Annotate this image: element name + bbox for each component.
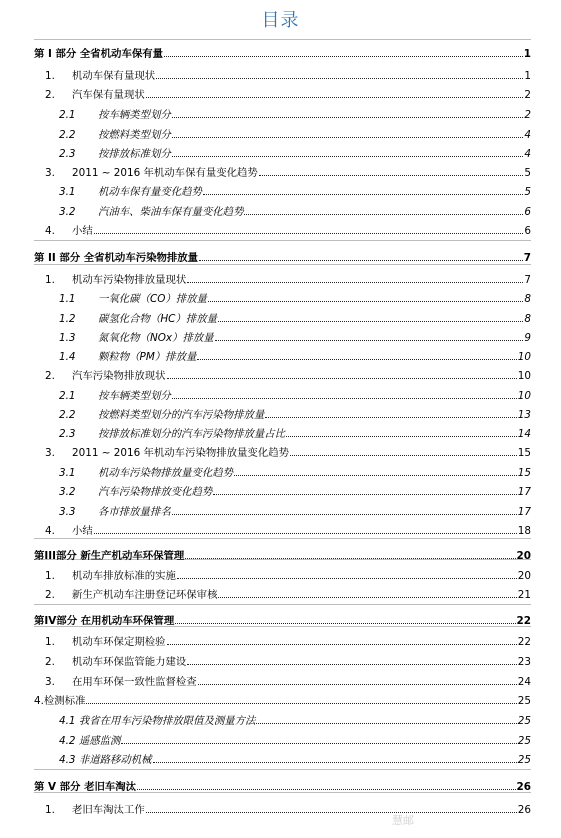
toc-entry-label (34, 428, 285, 440)
toc-entry-text: 按排放标准划分的汽车污染物排放量占比 (98, 428, 286, 440)
toc-entry-page: 6 (524, 206, 531, 218)
toc-entry-text: 汽油车、柴油车保有量变化趋势 (98, 206, 244, 218)
toc-entry-page: 18 (517, 525, 531, 537)
toc-entry-page: 15 (517, 467, 531, 479)
toc-entry-text: 小结 (72, 525, 93, 537)
toc-entry-text: 第III部分 新生产机动车环保管理 (34, 550, 185, 562)
toc-entry-label (34, 48, 163, 60)
toc-entry-page: 6 (524, 225, 531, 237)
toc-entry-number: 1.3 (59, 332, 76, 344)
toc-entry-label (34, 70, 155, 82)
dot-leader (86, 703, 516, 704)
toc-entry-page: 24 (517, 676, 531, 688)
toc-entry-page: 5 (524, 167, 531, 179)
toc-entry-number: 1. (45, 274, 55, 286)
dot-leader (185, 558, 515, 559)
toc-entry-number: 3.1 (59, 467, 76, 479)
toc-entry[interactable] (34, 291, 531, 305)
toc-entry-label (34, 129, 171, 141)
toc-entry-text: 老旧车淘汰工作 (72, 804, 145, 816)
toc-entry-label (34, 486, 212, 498)
toc-entry[interactable] (34, 426, 531, 440)
toc-entry[interactable] (34, 634, 531, 648)
toc-entry-label (34, 186, 202, 198)
dot-leader (290, 455, 517, 456)
toc-entry-number: 2. (45, 89, 55, 101)
toc-entry[interactable] (34, 568, 531, 582)
toc-entry-page: 17 (517, 506, 531, 518)
toc-entry-page: 17 (517, 486, 531, 498)
toc-entry-page: 9 (524, 332, 531, 344)
dot-leader (187, 664, 516, 665)
toc-entry[interactable] (34, 330, 531, 344)
toc-entry[interactable] (34, 407, 531, 421)
toc-entry-label (34, 293, 207, 305)
toc-entry[interactable] (34, 107, 531, 121)
dot-leader (164, 56, 523, 57)
toc-entry[interactable] (34, 504, 531, 518)
toc-entry-number: 2.1 (59, 109, 76, 121)
toc-entry-text: 各市排放量排名 (98, 506, 171, 518)
toc-entry-label (34, 313, 217, 325)
toc-entry-number: 2.2 (59, 129, 76, 141)
toc-entry-page: 10 (517, 370, 531, 382)
toc-entry-page: 25 (517, 735, 531, 747)
dot-leader (172, 398, 517, 399)
toc-entry[interactable] (34, 693, 531, 707)
toc-entry-label (34, 447, 289, 459)
toc-entry-number: 1.2 (59, 313, 76, 325)
toc-part-entry[interactable] (34, 779, 531, 793)
toc-entry-label (34, 409, 264, 421)
toc-entry-label (34, 225, 93, 237)
dot-leader (146, 97, 524, 98)
toc-entry-page: 13 (517, 409, 531, 421)
toc-entry-number: 3. (45, 447, 55, 459)
toc-entry-label (34, 206, 243, 218)
dot-leader (197, 359, 516, 360)
dot-leader (94, 533, 517, 534)
toc-entry[interactable] (34, 674, 531, 688)
toc-entry-label (34, 636, 166, 648)
toc-entry-text: 第 V 部分 老旧车淘汰 (34, 781, 137, 793)
section-divider (34, 538, 531, 539)
toc-entry[interactable] (34, 713, 531, 727)
toc-entry-text: 机动车环保定期检验 (72, 636, 166, 648)
dot-leader (259, 175, 524, 176)
toc-entry[interactable] (34, 752, 531, 766)
toc-entry-text: 2011 ~ 2016 年机动车保有量变化趋势 (72, 167, 258, 179)
toc-entry-page: 25 (517, 715, 531, 727)
toc-entry-number: 4. (45, 225, 55, 237)
toc-entry-label (34, 676, 197, 688)
toc-entry-number: 2.3 (59, 148, 76, 160)
dot-leader (208, 301, 523, 302)
toc-entry-page: 2 (524, 109, 531, 121)
toc-entry[interactable] (34, 484, 531, 498)
toc-entry-label (34, 695, 85, 707)
toc-entry-text: 第IV部分 在用机动车环保管理 (34, 615, 175, 627)
toc-entry-label (34, 370, 166, 382)
toc-entry-number: 1. (45, 636, 55, 648)
toc-entry-label (34, 332, 214, 344)
dot-leader (199, 260, 523, 261)
toc-entry[interactable] (34, 146, 531, 160)
dot-leader (167, 644, 517, 645)
toc-entry-label (34, 715, 255, 727)
toc-entry[interactable] (34, 654, 531, 668)
toc-entry-number: 2.2 (59, 409, 76, 421)
dot-leader (172, 514, 517, 515)
toc-entry[interactable] (34, 204, 531, 218)
toc-entry-label (34, 252, 198, 264)
toc-entry-page: 7 (523, 252, 531, 264)
toc-entry-number: 2. (45, 370, 55, 382)
dot-leader (172, 137, 524, 138)
toc-entry[interactable] (34, 184, 531, 198)
toc-entry-number: 3.2 (59, 486, 76, 498)
toc-entry-text: 汽车保有量现状 (72, 89, 145, 101)
dot-leader (121, 743, 516, 744)
toc-entry-text: 4.3 非道路移动机械 (59, 754, 152, 766)
toc-entry-label (34, 550, 184, 562)
toc-entry-page: 20 (517, 570, 531, 582)
toc-entry[interactable] (34, 223, 531, 237)
dot-leader (156, 78, 523, 79)
toc-entry-label (34, 525, 93, 537)
toc-entry-number: 1. (45, 570, 55, 582)
toc-entry[interactable] (34, 523, 531, 537)
toc-entry[interactable] (34, 802, 531, 816)
toc-entry-label (34, 506, 171, 518)
toc-entry-text: 按燃料类型划分的汽车污染物排放量 (98, 409, 265, 421)
toc-entry-text: 颗粒物（PM）排放量 (98, 351, 197, 363)
section-divider (34, 240, 531, 241)
toc-entry-text: 碳氢化合物（HC）排放量 (98, 313, 217, 325)
toc-entry-label (34, 109, 171, 121)
watermark: 慧邮 (392, 814, 414, 827)
toc-entry[interactable] (34, 272, 531, 286)
toc-part-entry[interactable] (34, 548, 531, 562)
toc-entry-page: 8 (524, 293, 531, 305)
dot-leader (203, 194, 523, 195)
toc-entry-page: 26 (516, 781, 531, 793)
dot-leader (175, 623, 515, 624)
dot-leader (172, 156, 524, 157)
toc-entry-text: 小结 (72, 225, 93, 237)
toc-entry-text: 机动车污染物排放量变化趋势 (98, 467, 234, 479)
toc-part-entry[interactable] (34, 613, 531, 627)
toc-entry-text: 4.1 我省在用车污染物排放限值及测量方法 (59, 715, 256, 727)
toc-entry-text: 按车辆类型划分 (98, 109, 171, 121)
toc-part-entry[interactable] (34, 46, 531, 60)
toc-entry-label (34, 656, 186, 668)
toc-entry[interactable] (34, 87, 531, 101)
section-divider (34, 769, 531, 770)
toc-part-entry[interactable] (34, 250, 531, 264)
dot-leader (218, 597, 516, 598)
toc-entry-text: 机动车环保监管能力建设 (72, 656, 187, 668)
toc-entry-page: 10 (517, 390, 531, 402)
toc-entry-text: 氮氧化物（NOx）排放量 (98, 332, 214, 344)
toc-entry[interactable] (34, 445, 531, 459)
toc-entry-page: 14 (517, 428, 531, 440)
toc-entry-page: 23 (517, 656, 531, 668)
toc-entry-text: 第 II 部分 全省机动车污染物排放量 (34, 252, 199, 264)
dot-leader (94, 233, 524, 234)
toc-entry-page: 15 (517, 447, 531, 459)
toc-entry-number: 1. (45, 70, 55, 82)
dot-leader (244, 214, 523, 215)
toc-entry-text: 2011 ~ 2016 年机动车污染物排放量变化趋势 (72, 447, 289, 459)
dot-leader (215, 340, 524, 341)
toc-entry-label (34, 89, 145, 101)
toc-entry-number: 1. (45, 804, 55, 816)
dot-leader (146, 812, 517, 813)
toc-entry[interactable] (34, 733, 531, 747)
toc-entry-label (34, 167, 258, 179)
toc-entry-text: 按排放标准划分 (98, 148, 171, 160)
toc-entry-number: 3.3 (59, 506, 76, 518)
toc-entry-text: 在用车环保一致性监督检查 (72, 676, 197, 688)
toc-entry[interactable] (34, 127, 531, 141)
toc-entry-page: 8 (524, 313, 531, 325)
toc-entry-text: 机动车保有量现状 (72, 70, 156, 82)
toc-entry-number: 2. (45, 589, 55, 601)
toc-entry-label (34, 148, 171, 160)
toc-entry-page: 5 (524, 186, 531, 198)
toc-entry[interactable] (34, 165, 531, 179)
dot-leader (172, 117, 524, 118)
toc-entry-page: 26 (517, 804, 531, 816)
toc-entry-page: 25 (517, 754, 531, 766)
toc-entry[interactable] (34, 311, 531, 325)
toc-entry-text: 按车辆类型划分 (98, 390, 171, 402)
toc-entry-page: 4 (524, 148, 531, 160)
toc-entry-label (34, 781, 136, 793)
toc-entry-label (34, 390, 171, 402)
toc-entry-page: 22 (517, 636, 531, 648)
toc-entry-text: 一氧化碳（CO）排放量 (98, 293, 207, 305)
toc-entry-text: 机动车保有量变化趋势 (98, 186, 202, 198)
toc-entry[interactable] (34, 349, 531, 363)
toc-entry-label (34, 804, 145, 816)
dot-leader (177, 578, 517, 579)
toc-entry-text: 新生产机动车注册登记环保审核 (72, 589, 218, 601)
toc-entry-number: 4. (45, 525, 55, 537)
toc-entry[interactable] (34, 465, 531, 479)
toc-entry-number: 2. (45, 656, 55, 668)
toc-entry-page: 1 (523, 48, 531, 60)
toc-entry-text: 4.检测标准 (34, 695, 86, 707)
toc-entry-number: 3.2 (59, 206, 76, 218)
dot-leader (234, 475, 517, 476)
toc-entry-label (34, 351, 196, 363)
dot-leader (198, 684, 517, 685)
toc-entry[interactable] (34, 587, 531, 601)
toc-entry-number: 1.4 (59, 351, 76, 363)
section-divider (34, 264, 531, 265)
toc-entry-page: 4 (524, 129, 531, 141)
dot-leader (137, 789, 516, 790)
toc-entry-text: 第 I 部分 全省机动车保有量 (34, 48, 164, 60)
toc-entry-text: 按燃料类型划分 (98, 129, 171, 141)
toc-entry[interactable] (34, 388, 531, 402)
section-divider (34, 39, 531, 40)
toc-entry-number: 2.1 (59, 390, 76, 402)
toc-entry-page: 2 (524, 89, 531, 101)
dot-leader (213, 494, 516, 495)
dot-leader (218, 321, 523, 322)
toc-entry-page: 20 (516, 550, 531, 562)
toc-entry[interactable] (34, 368, 531, 382)
toc-entry-page: 10 (517, 351, 531, 363)
toc-entry-number: 3.1 (59, 186, 76, 198)
toc-entry-text: 机动车污染物排放量现状 (72, 274, 187, 286)
dot-leader (167, 378, 517, 379)
toc-entry-page: 7 (524, 274, 531, 286)
toc-entry-text: 汽车污染物排放变化趋势 (98, 486, 213, 498)
toc-entry-number: 2.3 (59, 428, 76, 440)
toc-title: 目录 (261, 10, 300, 31)
dot-leader (256, 723, 516, 724)
toc-entry-label (34, 467, 233, 479)
dot-leader (265, 417, 517, 418)
toc-entry-label (34, 589, 217, 601)
toc-entry-number: 1.1 (59, 293, 76, 305)
dot-leader (153, 762, 517, 763)
toc-entry-text: 汽车污染物排放现状 (72, 370, 166, 382)
toc-entry-page: 22 (516, 615, 531, 627)
toc-entry-number: 3. (45, 167, 55, 179)
toc-entry[interactable] (34, 68, 531, 82)
toc-entry-label (34, 570, 176, 582)
toc-entry-text: 机动车排放标准的实施 (72, 570, 176, 582)
toc-entry-number: 3. (45, 676, 55, 688)
section-divider (34, 604, 531, 605)
toc-entry-label (34, 735, 120, 747)
toc-entry-label (34, 754, 152, 766)
toc-entry-page: 25 (517, 695, 531, 707)
dot-leader (286, 436, 517, 437)
toc-entry-label (34, 615, 174, 627)
toc-entry-page: 1 (524, 70, 531, 82)
toc-entry-text: 4.2 遥感监测 (59, 735, 121, 747)
toc-entry-label (34, 274, 186, 286)
dot-leader (187, 282, 523, 283)
toc-entry-page: 21 (517, 589, 531, 601)
